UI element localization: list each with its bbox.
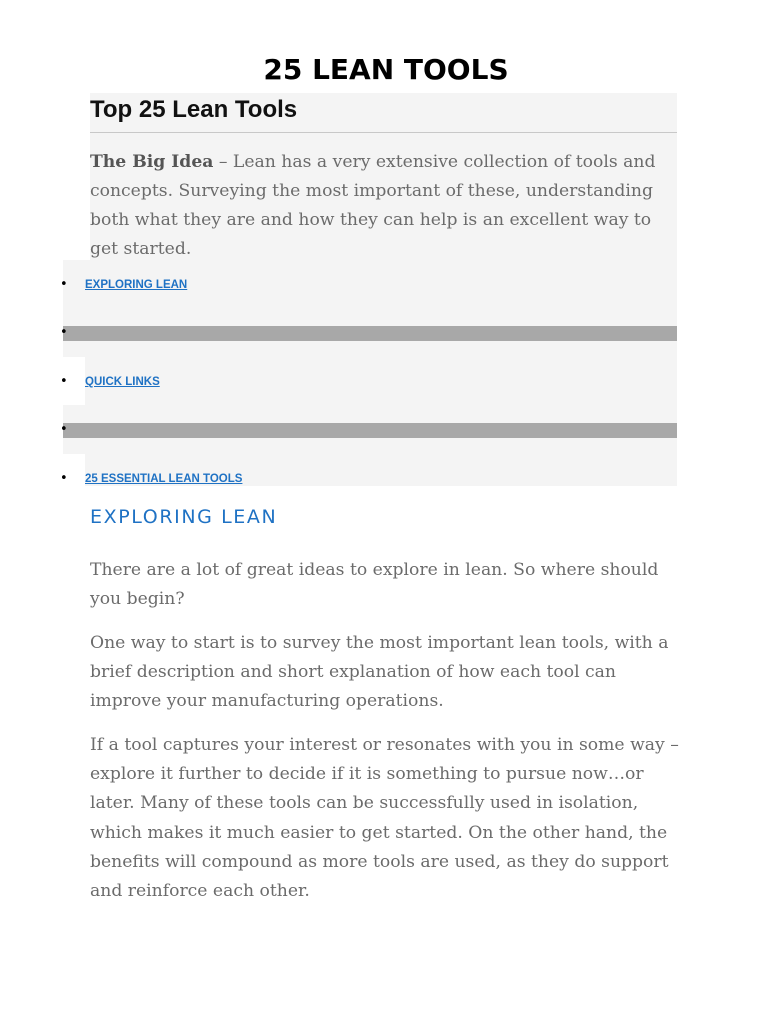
toc-bullet: • [60, 325, 68, 340]
toc-bullet: • [60, 471, 68, 486]
paragraph: One way to start is to survey the most important lean tools, with a brief description and short explanation of how each tool can improve your manufacturing operations. [90, 633, 669, 712]
document-title: 25 LEAN TOOLS [263, 53, 509, 86]
toc-bullet: • [60, 422, 68, 437]
toc-link-exploring-lean[interactable]: EXPLORING LEAN [85, 279, 188, 291]
big-idea-label: The Big Idea [90, 152, 214, 172]
toc-link-quick-links[interactable]: QUICK LINKS [85, 376, 160, 388]
intro-heading: Top 25 Lean Tools [90, 96, 298, 123]
toc-bullet: • [60, 277, 68, 292]
toc-link-essential-lean-tools[interactable]: 25 ESSENTIAL LEAN TOOLS [85, 473, 243, 485]
toc-divider-bar [63, 326, 677, 341]
intro-divider [90, 132, 677, 133]
toc-panel [63, 260, 677, 486]
paragraph: If a tool captures your interest or resonates with you in some way – explore it further to decide if it is something to pursue now…or later. Many of these tools can be successfully used in isolation, which makes it much easier to get started. On the other hand, the benefits will compound as more tools are used, as they do support and reinforce each other. [90, 735, 679, 902]
big-idea-paragraph [90, 148, 680, 264]
toc-bullet: • [60, 374, 68, 389]
paragraph: There are a lot of great ideas to explore in lean. So where should you begin? [90, 560, 659, 610]
section-heading-exploring-lean: EXPLORING LEAN [90, 506, 278, 528]
big-idea-text: – Lean has a very extensive collection of tools and concepts. Surveying the most important of these, understanding both what they are and how they can help is an excellent way to get started. [90, 152, 656, 259]
toc-divider-bar [63, 423, 677, 438]
